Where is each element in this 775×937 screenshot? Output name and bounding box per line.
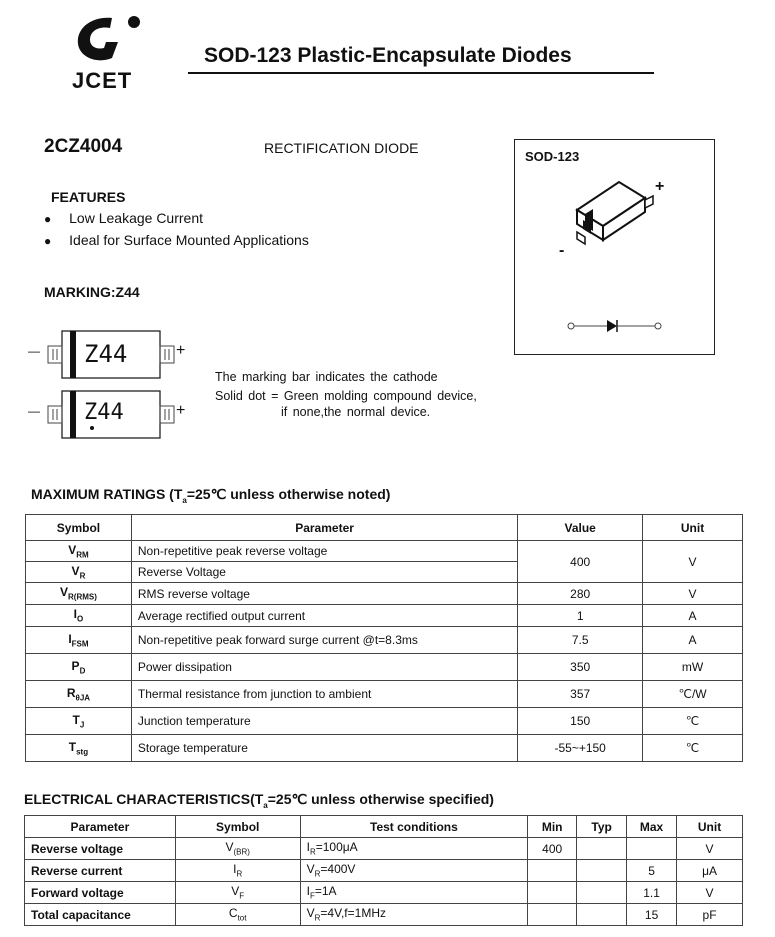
- column-header: Value: [518, 515, 643, 541]
- table-row: [26, 654, 743, 681]
- marking-code: Z44: [84, 400, 124, 425]
- electrical-title: ELECTRICAL $CHARACTERISTICS(T_a=25℃$ unless otherwise specified): [24, 791, 494, 810]
- symbol-cell: $V_R$: [26, 562, 132, 583]
- value-cell: -55~+150: [518, 735, 643, 762]
- table-row: [26, 708, 743, 735]
- unit-cell: mW: [643, 654, 743, 681]
- parameter-cell: Non-repetitive peak reverse voltage: [131, 541, 517, 562]
- column-header: Min: [528, 816, 577, 838]
- logo-text: JCET: [72, 68, 133, 93]
- parameter-cell: Reverse Voltage: [131, 562, 517, 583]
- package-box: [514, 139, 715, 355]
- marking-diagram-normal: [28, 330, 188, 380]
- table-row: [26, 735, 743, 762]
- column-header: Unit: [677, 816, 743, 838]
- diode-symbol-icon: [567, 316, 663, 336]
- parameter-cell: Storage temperature: [131, 735, 517, 762]
- unit-cell: V: [677, 838, 743, 860]
- package-name: SOD-123: [525, 149, 580, 164]
- min-cell: [528, 882, 577, 904]
- unit-cell: A: [643, 605, 743, 627]
- parameter-cell: Reverse current: [25, 860, 176, 882]
- unit-cell: μA: [677, 860, 743, 882]
- condition-cell: $V_R=4V,f=1MHz$: [300, 904, 528, 926]
- column-header: Symbol: [175, 816, 300, 838]
- condition-cell: $I_R=100\mu A$: [300, 838, 528, 860]
- package-minus-sign: -: [559, 242, 565, 259]
- marking-note-1: The marking bar indicates the cathode: [215, 370, 438, 384]
- column-header: Symbol: [26, 515, 132, 541]
- condition-cell: $V_R=400V$: [300, 860, 528, 882]
- parameter-cell: Forward voltage: [25, 882, 176, 904]
- table-header-row: [26, 515, 743, 541]
- max-ratings-title: MAXIMUM RATINGS ($T_a=25℃$ unless otherwise noted): [31, 486, 391, 505]
- column-header: Parameter: [25, 816, 176, 838]
- unit-cell: ℃/W: [643, 681, 743, 708]
- typ-cell: [577, 904, 627, 926]
- jcet-logo-icon: [72, 12, 146, 66]
- symbol-cell: $I_O$: [26, 605, 132, 627]
- feature-text: Low Leakage Current: [69, 210, 204, 226]
- max-ratings-table: [25, 514, 743, 762]
- table-header-row: [25, 816, 743, 838]
- table-row: [25, 904, 743, 926]
- max-cell: 1.1: [627, 882, 677, 904]
- symbol-cell: $V_{R(RMS)}$: [26, 583, 132, 605]
- part-number: 2CZ4004: [44, 136, 123, 157]
- max-cell: 5: [627, 860, 677, 882]
- plus-sign: +: [176, 342, 186, 359]
- marking-note-3: if none,the normal device.: [281, 405, 431, 419]
- symbol-cell: $R_{\theta JA}$: [26, 681, 132, 708]
- typ-cell: [577, 882, 627, 904]
- parameter-cell: Thermal resistance from junction to ambient: [131, 681, 517, 708]
- min-cell: [528, 860, 577, 882]
- bullet-icon: ●: [44, 212, 52, 226]
- minus-sign: —: [28, 344, 40, 358]
- table-row: [25, 860, 743, 882]
- table-row: [25, 838, 743, 860]
- unit-cell: V: [677, 882, 743, 904]
- value-cell: 7.5: [518, 627, 643, 654]
- unit-cell: ℃: [643, 735, 743, 762]
- column-header: Parameter: [131, 515, 517, 541]
- symbol-cell: $C_{tot}$: [175, 904, 300, 926]
- bullet-icon: ●: [44, 234, 52, 248]
- max-cell: 15: [627, 904, 677, 926]
- parameter-cell: Total capacitance: [25, 904, 176, 926]
- value-cell: 1: [518, 605, 643, 627]
- typ-cell: [577, 860, 627, 882]
- minus-sign: —: [28, 404, 40, 418]
- condition-cell: $I_F=1A$: [300, 882, 528, 904]
- parameter-cell: Reverse voltage: [25, 838, 176, 860]
- parameter-cell: RMS reverse voltage: [131, 583, 517, 605]
- symbol-cell: $V_{(BR)}$: [175, 838, 300, 860]
- table-row: [26, 583, 743, 605]
- electrical-table: [24, 815, 743, 926]
- symbol-cell: $P_D$: [26, 654, 132, 681]
- part-type: RECTIFICATION DIODE: [264, 140, 419, 156]
- max-cell: [627, 838, 677, 860]
- parameter-cell: Power dissipation: [131, 654, 517, 681]
- marking-heading: MARKING:Z44: [44, 284, 140, 300]
- parameter-cell: Non-repetitive peak forward surge current @t=8.3ms: [131, 627, 517, 654]
- table-row: [26, 541, 743, 562]
- features-heading: FEATURES: [51, 189, 126, 205]
- table-row: [26, 681, 743, 708]
- value-cell: 280: [518, 583, 643, 605]
- unit-cell: V: [643, 541, 743, 583]
- min-cell: [528, 904, 577, 926]
- document-title: SOD-123 Plastic-Encapsulate Diodes: [204, 44, 572, 67]
- symbol-cell: $I_R$: [175, 860, 300, 882]
- column-header: Test conditions: [300, 816, 528, 838]
- package-plus-sign: +: [655, 178, 665, 195]
- sod123-package-icon: [559, 174, 669, 264]
- plus-sign: +: [176, 402, 186, 419]
- column-header: Max: [627, 816, 677, 838]
- feature-item: [44, 232, 309, 248]
- symbol-cell: $V_F$: [175, 882, 300, 904]
- feature-item: [44, 210, 203, 226]
- value-cell: 400: [518, 541, 643, 583]
- value-cell: 150: [518, 708, 643, 735]
- value-cell: 350: [518, 654, 643, 681]
- parameter-cell: Junction temperature: [131, 708, 517, 735]
- value-cell: 357: [518, 681, 643, 708]
- marking-diagram-green: [28, 390, 188, 440]
- marking-note-2: Solid dot = Green molding compound device,: [215, 389, 477, 403]
- min-cell: 400: [528, 838, 577, 860]
- column-header: Typ: [577, 816, 627, 838]
- column-header: Unit: [643, 515, 743, 541]
- table-row: [25, 882, 743, 904]
- symbol-cell: $V_{RM}$: [26, 541, 132, 562]
- feature-text: Ideal for Surface Mounted Applications: [69, 232, 309, 248]
- symbol-cell: $T_{stg}$: [26, 735, 132, 762]
- table-row: [26, 627, 743, 654]
- unit-cell: V: [643, 583, 743, 605]
- parameter-cell: Average rectified output current: [131, 605, 517, 627]
- unit-cell: A: [643, 627, 743, 654]
- symbol-cell: $T_J$: [26, 708, 132, 735]
- table-row: [26, 605, 743, 627]
- symbol-cell: $I_{FSM}$: [26, 627, 132, 654]
- unit-cell: ℃: [643, 708, 743, 735]
- title-underline: [188, 72, 654, 74]
- marking-code: Z44: [84, 340, 128, 368]
- unit-cell: pF: [677, 904, 743, 926]
- typ-cell: [577, 838, 627, 860]
